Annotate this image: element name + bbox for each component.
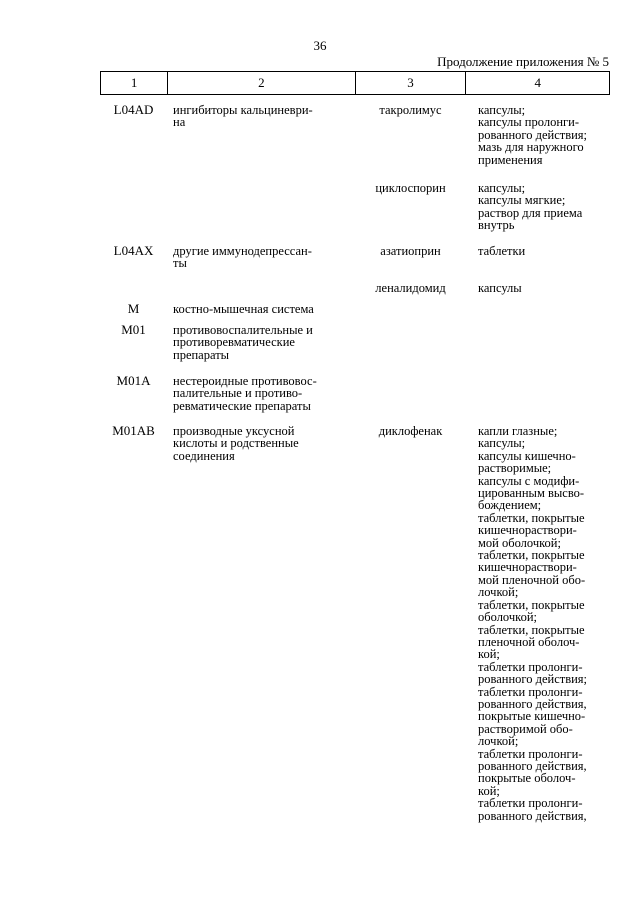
pharm-group: нестероидные противовос- палительные и противо- ревматические препараты: [173, 374, 317, 413]
pharm-group: ингибиторы кальциневри- на: [173, 103, 313, 130]
atc-code: [100, 179, 167, 242]
drug-name: азатиоприн: [380, 244, 441, 258]
atc-code: L04AD: [113, 102, 154, 117]
pharm-group: другие иммунодепрессан- ты: [173, 244, 312, 271]
atc-code: M: [127, 301, 140, 316]
dosage-forms: капли глазные; капсулы; капсулы кишечно- растворимые; капсулы с модифи- цированным высво- бождением; таблетки, покрытые кишечнораствори- мой оболочкой; таблетки, покрытые кишечнораствори- мой пленочной обо- лочкой; таблетки, покрытые оболочкой; таблетки, покрытые пленочной оболоч- кой; таблетки пролонги- рованного действия; таблетки пролонги- рованного действия, покрытые кишечно- растворимой обо- лочкой; таблетки пролонги- рованного действия, покрытые оболоч- кой; таблетки пролонги- рованного действия,: [478, 424, 588, 823]
header-col-3: 3: [355, 72, 466, 94]
header-col-1: 1: [100, 72, 167, 94]
table-row: [100, 422, 610, 822]
table-row: [100, 372, 610, 422]
drug-table: [100, 71, 610, 822]
table-row: [100, 279, 610, 300]
header-col-2: 2: [167, 72, 354, 94]
drug-name: [355, 300, 466, 321]
atc-code: L04AX: [113, 243, 154, 258]
pharm-group: противовоспалительные и противоревматические препараты: [173, 323, 313, 362]
pharm-group: производные уксусной кислоты и родственные соединения: [173, 424, 299, 463]
dosage-forms: [466, 300, 610, 321]
pharm-group: [167, 179, 355, 242]
continuation-note: Продолжение приложения № 5: [437, 54, 609, 69]
dosage-forms: капсулы; капсулы мягкие; раствор для приема внутрь: [478, 181, 583, 233]
drug-name: диклофенак: [378, 424, 443, 438]
header-col-4: 4: [465, 72, 610, 94]
drug-name: циклоспорин: [375, 181, 446, 195]
dosage-forms: [466, 372, 610, 422]
dosage-forms: капсулы; капсулы пролонги- рованного действия; мазь для наружного применения: [478, 103, 588, 167]
table-row: [100, 242, 610, 279]
pharm-group: [167, 279, 355, 300]
drug-name: леналидомид: [375, 281, 446, 295]
dosage-forms: таблетки: [478, 244, 526, 258]
dosage-forms: капсулы: [478, 281, 522, 295]
atc-code: M01: [121, 322, 146, 337]
atc-code: M01AB: [112, 423, 155, 438]
atc-code: [100, 279, 167, 300]
table-header: [100, 71, 610, 95]
table-row: [100, 321, 610, 372]
dosage-forms: [466, 321, 610, 372]
drug-name: [355, 372, 466, 422]
table-row: [100, 179, 610, 242]
table-row: [100, 101, 610, 179]
drug-name: такролимус: [379, 103, 442, 117]
pharm-group: костно-мышечная система: [173, 302, 314, 316]
atc-code: M01A: [116, 373, 151, 388]
page-number: 36: [313, 38, 327, 53]
drug-name: [355, 321, 466, 372]
table-row: [100, 300, 610, 321]
